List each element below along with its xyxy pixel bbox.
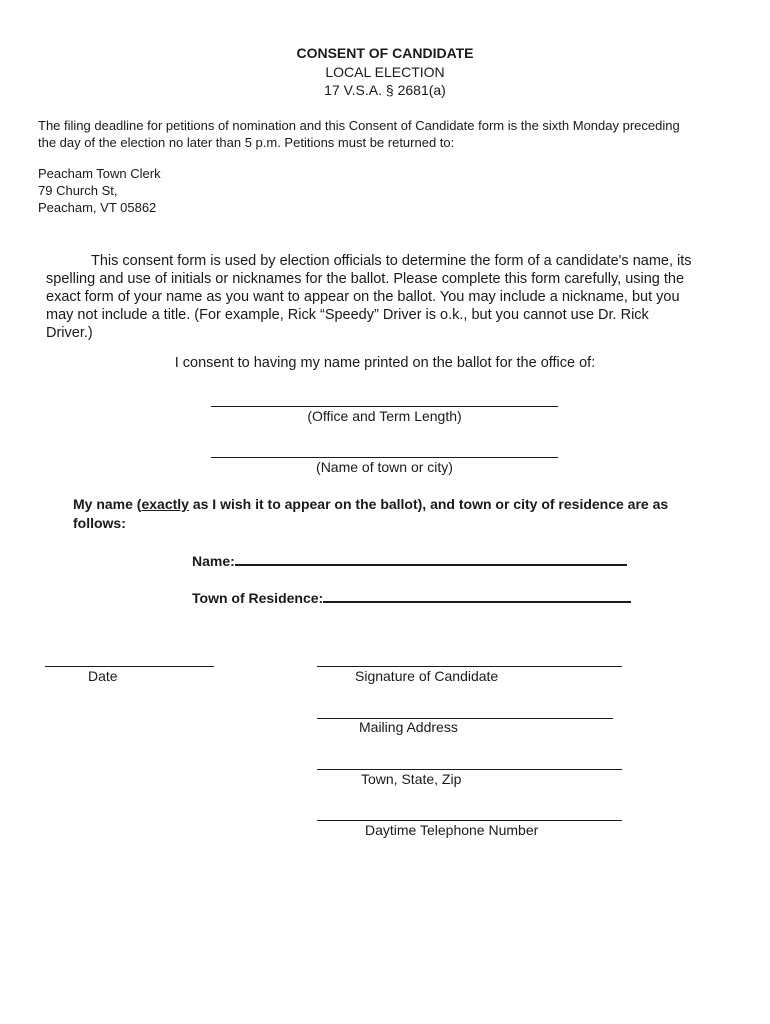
office-input-line[interactable] (211, 406, 558, 407)
deadline-paragraph (38, 117, 680, 151)
consent-line-3: exact form of your name as you want to appear on the ballot. You may include a nickname, but you (46, 289, 680, 305)
name-instructions (73, 495, 668, 533)
date-label: Date (88, 668, 118, 684)
town-caption: (Name of town or city) (316, 459, 453, 475)
phone-label: Daytime Telephone Number (365, 822, 539, 838)
form-subtitle: LOCAL ELECTION (325, 64, 445, 80)
consent-line-2: spelling and use of initials or nicknames for the ballot. Please complete this form carefully, using the (46, 271, 685, 287)
name-instr-emphasis: exactly (141, 496, 189, 512)
consent-statement: I consent to having my name printed on the ballot for the office of: (174, 355, 596, 371)
signature-label: Signature of Candidate (355, 668, 499, 684)
town-state-zip-input-line[interactable] (317, 769, 622, 770)
phone-input-line[interactable] (317, 820, 622, 821)
signature-input-line[interactable] (317, 666, 622, 667)
statute-reference: 17 V.S.A. § 2681(a) (324, 82, 446, 98)
town-input-line[interactable] (211, 457, 558, 458)
address-line-1: Peacham Town Clerk (38, 166, 161, 181)
return-address (38, 165, 161, 216)
town-state-zip-label: Town, State, Zip (361, 771, 462, 787)
consent-line-1: This consent form is used by election officials to determine the form of a candidate's name, its (91, 253, 692, 269)
name-label: Name: (192, 553, 235, 569)
date-input-line[interactable] (45, 666, 214, 667)
name-instr-prefix: My name ( (73, 496, 142, 512)
deadline-line-2: the day of the election no later than 5 p.m. Petitions must be returned to: (38, 135, 455, 150)
residence-input-line[interactable] (323, 587, 631, 603)
consent-line-5: Driver.) (46, 325, 93, 341)
mailing-label: Mailing Address (359, 719, 458, 735)
consent-line-4: may not include a title. (For example, Rick “Speedy” Driver is o.k., but you cannot use Dr. Rick (46, 307, 649, 323)
name-input-line[interactable] (235, 550, 627, 566)
form-title: CONSENT OF CANDIDATE (296, 45, 474, 61)
address-line-3: Peacham, VT 05862 (38, 200, 157, 215)
residence-label: Town of Residence: (192, 590, 324, 606)
address-line-2: 79 Church St, (38, 183, 118, 198)
consent-instructions (46, 252, 692, 342)
residence-field (192, 587, 631, 606)
name-instr-suffix: as I wish it to appear on the ballot), and town or city of residence are as (188, 496, 669, 512)
office-caption: (Office and Term Length) (307, 408, 462, 424)
deadline-line-1: The filing deadline for petitions of nomination and this Consent of Candidate form is the sixth Monday preceding (38, 118, 680, 133)
name-field (192, 550, 627, 569)
name-instr-line-2: follows: (73, 515, 126, 531)
